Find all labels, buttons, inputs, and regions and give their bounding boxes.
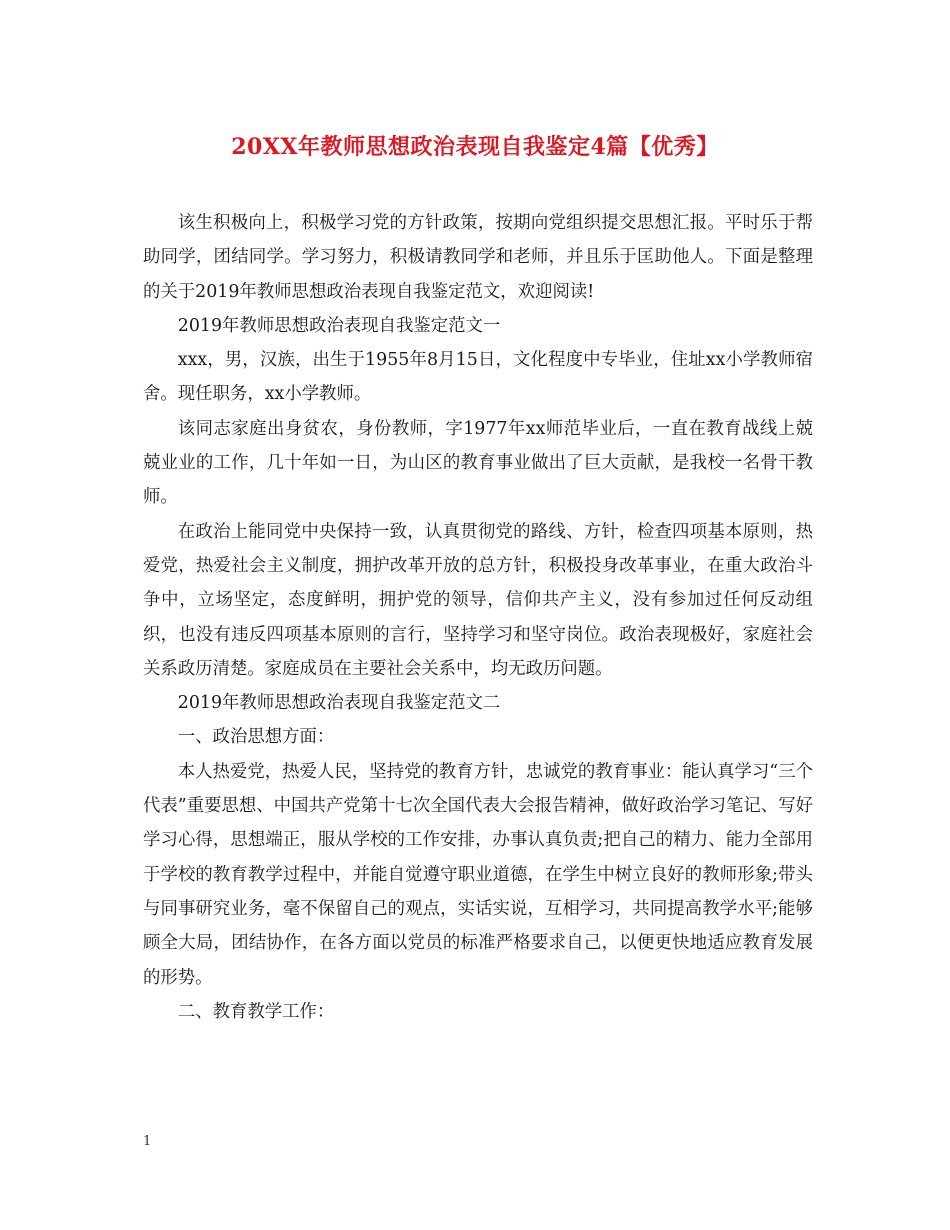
subheading-teaching-work: 二、教育教学工作： (177, 1001, 335, 1022)
paragraph-background: 该同志家庭出身贫农，身份教师，字1977年xx师范毕业后，一直在教育战线上兢兢业业的工作，几十年如一日，为山区的教育事业做出了巨大贡献，是我校一名骨干教师。 (143, 418, 813, 508)
section-heading-sample-two: 2019年教师思想政治表现自我鉴定范文二 (177, 693, 501, 714)
paragraph-intro: 该生积极向上，积极学习党的方针政策，按期向党组织提交思想汇报。平时乐于帮助同学，团结同学。学习努力，积极请教同学和老师，并且乐于匡助他人。下面是整理的关于2019年教师思想政治表现自我鉴定范文，欢迎阅读! (143, 213, 813, 302)
document-body (143, 206, 813, 1029)
subheading-political-thought: 一、政治思想方面： (177, 727, 335, 748)
page-number: 1 (143, 1134, 152, 1149)
paragraph-personal-info: xxx，男，汉族，出生于1955年8月15日，文化程度中专毕业，住址xx小学教师宿舍。现任职务，xx小学教师。 (143, 350, 813, 405)
section-heading-sample-one: 2019年教师思想政治表现自我鉴定范文一 (177, 315, 501, 336)
paragraph-political-stance: 在政治上能同党中央保持一致，认真贯彻党的路线、方针，检查四项基本原则，热爱党，热爱社会主义制度，拥护改革开放的总方针，积极投身改革事业，在重大政治斗争中，立场坚定，态度鲜明，拥护党的领导，信仰共产主义，没有参加过任何反动组织，也没有违反四项基本原则的言行，坚持学习和坚守岗位。政治表现极好，家庭社会关系政历清楚。家庭成员在主要社会关系中，均无政历问题。 (143, 521, 813, 679)
paragraph-political-thought: 本人热爱党，热爱人民，坚持党的教育方针，忠诚党的教育事业：能认真学习“三个代表”重要思想、中国共产党第十七次全国代表大会报告精神，做好政治学习笔记、写好学习心得，思想端正，服从学校的工作安排，办事认真负责;把自己的精力、能力全部用于学校的教育教学过程中，并能自觉遵守职业道德，在学生中树立良好的教师形象;带头与同事研究业务，毫不保留自己的观点，实话实说，互相学习，共同提高教学水平;能够顾全大局，团结协作，在各方面以党员的标准严格要求自己，以便更快地适应教育发展的形势。 (143, 761, 813, 988)
document-title: 20XX年教师思想政治表现自我鉴定4篇【优秀】 (231, 134, 719, 160)
